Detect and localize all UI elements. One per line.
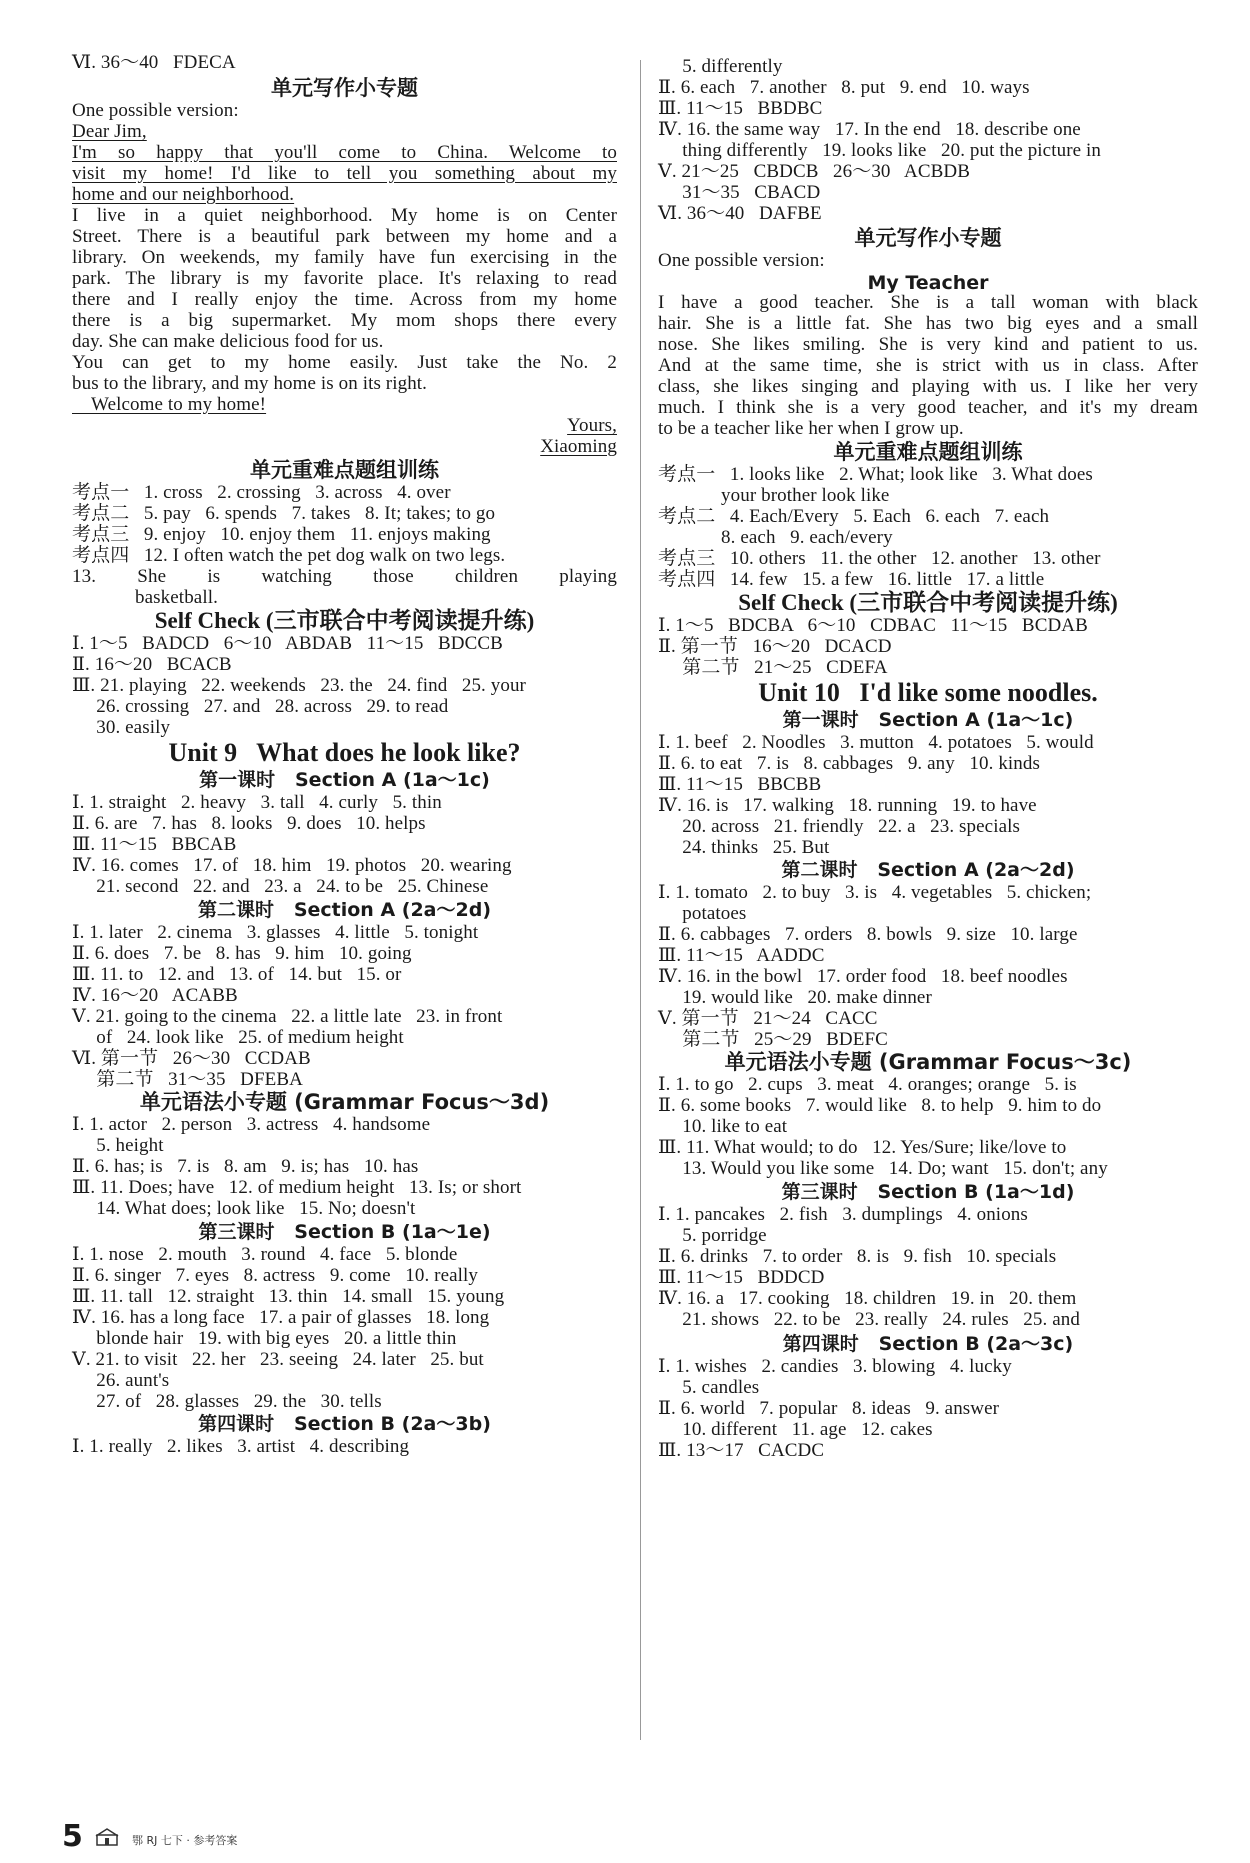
text-line: Ⅳ. 16. is 17. walking 18. running 19. to have: [658, 795, 1037, 816]
text-line: Ⅲ. 11～15 BBCAB: [72, 834, 237, 855]
text-line: Ⅲ. 13～17 CACDC: [658, 1440, 825, 1461]
section-heading: 单元重难点题组训练: [833, 440, 1023, 464]
page-number: 5: [62, 1819, 83, 1854]
text-line: Street. There is a beautiful park between my home and a: [72, 226, 617, 247]
text-line: Dear Jim,: [72, 121, 147, 142]
text-line: Ⅲ. 11. Does; have 12. of medium height 13. Is; or short: [72, 1177, 522, 1198]
text-line: 考点三 9. enjoy 10. enjoy them 11. enjoys making: [72, 524, 491, 545]
text-line: there and I really enjoy the time. Across from my home: [72, 289, 617, 310]
text-line: blonde hair 19. with big eyes 20. a little thin: [72, 1328, 457, 1349]
section-heading: 单元写作小专题: [854, 226, 1002, 250]
text-line: Ⅰ. 1. wishes 2. candies 3. blowing 4. lucky: [658, 1356, 1012, 1377]
text-line: 考点一 1. cross 2. crossing 3. across 4. over: [72, 482, 451, 503]
text-line: Ⅱ. 6. cabbages 7. orders 8. bowls 9. size 10. large: [658, 924, 1078, 945]
text-line: I'm so happy that you'll come to China. Welcome to: [72, 142, 617, 163]
text-line: 30. easily: [72, 717, 171, 738]
lesson-heading: 第一课时 Section A (1a～1c): [199, 769, 490, 791]
text-line: 19. would like 20. make dinner: [658, 987, 932, 1008]
unit-title: Unit 10 I'd like some noodles.: [758, 678, 1098, 707]
text-line: Ⅲ. 11～15 AADDC: [658, 945, 825, 966]
text-line: Ⅲ. 11. to 12. and 13. of 14. but 15. or: [72, 964, 402, 985]
text-line: Ⅵ. 第一节 26～30 CCDAB: [72, 1048, 311, 1069]
text-line: Ⅴ. 21～25 CBDCB 26～30 ACBDB: [658, 161, 970, 182]
text-line: Ⅳ. 16～20 ACABB: [72, 985, 238, 1006]
text-line: 第二节 21～25 CDEFA: [658, 657, 888, 678]
text-line: 考点一 1. looks like 2. What; look like 3. What does: [658, 464, 1093, 485]
text-line: 10. like to eat: [658, 1116, 788, 1137]
text-line: 考点三 10. others 11. the other 12. another 13. other: [658, 548, 1101, 569]
lesson-heading: 第三课时 Section B (1a～1e): [198, 1221, 491, 1243]
text-line: class, she likes singing and playing with us. I like her very: [658, 376, 1198, 397]
text-line: Ⅱ. 6. are 7. has 8. looks 9. does 10. helps: [72, 813, 426, 834]
lesson-heading: 第二课时 Section A (2a～2d): [781, 859, 1075, 881]
text-line: I live in a quiet neighborhood. My home is on Center: [72, 205, 617, 226]
text-line: Ⅰ. 1. to go 2. cups 3. meat 4. oranges; orange 5. is: [658, 1074, 1077, 1095]
text-line: Ⅰ. 1. beef 2. Noodles 3. mutton 4. potatoes 5. would: [658, 732, 1094, 753]
text-line: bus to the library, and my home is on its right.: [72, 373, 428, 394]
text-line: Ⅲ. 21. playing 22. weekends 23. the 24. find 25. your: [72, 675, 526, 696]
text-line: 8. each 9. each/every: [658, 527, 893, 548]
text-line: park. The library is my favorite place. It's relaxing to read: [72, 268, 617, 289]
text-line: One possible version:: [658, 250, 825, 271]
text-line: Ⅱ. 第一节 16～20 DCACD: [658, 636, 892, 657]
text-line: Ⅵ. 36～40 DAFBE: [658, 203, 822, 224]
text-line: Ⅰ. 1～5 BDCBA 6～10 CDBAC 11～15 BCDAB: [658, 615, 1088, 636]
text-line: 26. aunt's: [72, 1370, 170, 1391]
text-line: 20. across 21. friendly 22. a 23. specials: [658, 816, 1021, 837]
text-line: 5. differently: [658, 56, 783, 77]
text-line: 5. height: [72, 1135, 164, 1156]
text-line: And at the same time, she is strict with us in class. After: [658, 355, 1198, 376]
self-check-heading: Self Check (三市联合中考阅读提升练): [738, 590, 1118, 615]
text-line: Ⅰ. 1. pancakes 2. fish 3. dumplings 4. onions: [658, 1204, 1028, 1225]
text-line: 考点四 12. I often watch the pet dog walk on two legs.: [72, 545, 506, 566]
text-line: Ⅰ. 1. really 2. likes 3. artist 4. describing: [72, 1436, 410, 1457]
footer-text: 鄂 RJ 七下 · 参考答案: [132, 1834, 238, 1847]
text-line: Yours,: [567, 415, 617, 436]
lesson-heading: 第四课时 Section B (2a～3c): [782, 1333, 1074, 1355]
text-line: Ⅰ. 1. tomato 2. to buy 3. is 4. vegetables 5. chicken;: [658, 882, 1092, 903]
text-line: You can get to my home easily. Just take the No. 2: [72, 352, 617, 373]
column-divider: [640, 60, 641, 1740]
text-line: 考点二 5. pay 6. spends 7. takes 8. It; takes; to go: [72, 503, 496, 524]
text-line: Ⅳ. 16. a 17. cooking 18. children 19. in 20. them: [658, 1288, 1077, 1309]
text-line: 27. of 28. glasses 29. the 30. tells: [72, 1391, 382, 1412]
text-line: Ⅴ. 21. going to the cinema 22. a little late 23. in front: [72, 1006, 503, 1027]
text-line: thing differently 19. looks like 20. put the picture in: [658, 140, 1101, 161]
text-line: Ⅱ. 6. has; is 7. is 8. am 9. is; has 10. has: [72, 1156, 419, 1177]
lesson-heading: 第二课时 Section A (2a～2d): [197, 899, 492, 921]
text-line: 考点四 14. few 15. a few 16. little 17. a little: [658, 569, 1045, 590]
text-line: Ⅱ. 6. drinks 7. to order 8. is 9. fish 10. specials: [658, 1246, 1057, 1267]
text-line: Ⅱ. 6. to eat 7. is 8. cabbages 9. any 10. kinds: [658, 753, 1040, 774]
text-line: Ⅱ. 6. world 7. popular 8. ideas 9. answer: [658, 1398, 1000, 1419]
unit-title: Unit 9 What does he look like?: [168, 738, 521, 767]
text-line: 14. What does; look like 15. No; doesn't: [72, 1198, 416, 1219]
text-line: Ⅴ. 第一节 21～24 CACC: [658, 1008, 878, 1029]
text-line: nose. She likes smiling. She is very kind and patient to us.: [658, 334, 1198, 355]
text-line: day. She can make delicious food for us.: [72, 331, 384, 352]
text-line: Ⅲ. 11. tall 12. straight 13. thin 14. small 15. young: [72, 1286, 505, 1307]
text-line: Ⅰ. 1. later 2. cinema 3. glasses 4. little 5. tonight: [72, 922, 479, 943]
text-line: 21. shows 22. to be 23. really 24. rules 25. and: [658, 1309, 1080, 1330]
text-line: Ⅱ. 6. some books 7. would like 8. to help 9. him to do: [658, 1095, 1102, 1116]
text-line: Ⅰ. 1. actor 2. person 3. actress 4. handsome: [72, 1114, 431, 1135]
publisher-logo-icon: [94, 1828, 120, 1846]
text-line: Ⅵ. 36～40 FDECA: [72, 52, 236, 73]
text-line: Ⅱ. 16～20 BCACB: [72, 654, 232, 675]
text-line: Xiaoming: [540, 436, 617, 457]
text-line: 21. second 22. and 23. a 24. to be 25. Chinese: [72, 876, 489, 897]
text-line: Ⅳ. 16. the same way 17. In the end 18. describe one: [658, 119, 1081, 140]
text-line: Ⅳ. 16. has a long face 17. a pair of glasses 18. long: [72, 1307, 490, 1328]
lesson-heading: 第四课时 Section B (2a～3b): [198, 1413, 491, 1435]
text-line: Ⅲ. 11～15 BBDBC: [658, 98, 823, 119]
text-line: Ⅰ. 1. straight 2. heavy 3. tall 4. curly 5. thin: [72, 792, 442, 813]
text-line: Ⅱ. 6. does 7. be 8. has 9. him 10. going: [72, 943, 412, 964]
text-line: hair. She is a little fat. She has two big eyes and a small: [658, 313, 1198, 334]
text-line: 10. different 11. age 12. cakes: [658, 1419, 933, 1440]
lesson-heading: 第一课时 Section A (1a～1c): [782, 709, 1074, 731]
section-heading: 单元重难点题组训练: [250, 458, 439, 482]
text-line: I have a good teacher. She is a tall woman with black: [658, 292, 1198, 313]
text-line: home and our neighborhood.: [72, 184, 295, 205]
self-check-heading: Self Check (三市联合中考阅读提升练): [154, 608, 535, 633]
text-line: visit my home! I'd like to tell you something about my: [72, 163, 617, 184]
text-line: to be a teacher like her when I grow up.: [658, 418, 964, 439]
text-line: 5. porridge: [658, 1225, 767, 1246]
text-line: 26. crossing 27. and 28. across 29. to read: [72, 696, 449, 717]
section-heading: 单元写作小专题: [271, 76, 418, 100]
text-line: 考点二 4. Each/Every 5. Each 6. each 7. each: [658, 506, 1050, 527]
text-line: 31～35 CBACD: [658, 182, 821, 203]
text-line: of 24. look like 25. of medium height: [72, 1027, 404, 1048]
text-line: Ⅰ. 1～5 BADCD 6～10 ABDAB 11～15 BDCCB: [72, 633, 503, 654]
text-line: Welcome to my home!: [72, 394, 267, 415]
section-heading: 单元语法小专题 (Grammar Focus～3c): [724, 1050, 1132, 1074]
section-heading: 单元语法小专题 (Grammar Focus～3d): [139, 1090, 550, 1114]
text-line: there is a big supermarket. My mom shops there every: [72, 310, 617, 331]
text-line: One possible version:: [72, 100, 239, 121]
text-line: library. On weekends, my family have fun exercising in the: [72, 247, 617, 268]
text-line: basketball.: [72, 587, 218, 608]
text-line: Ⅲ. 11～15 BDDCD: [658, 1267, 825, 1288]
text-line: Ⅲ. 11～15 BBCBB: [658, 774, 822, 795]
text-line: 第二节 31～35 DFEBA: [72, 1069, 303, 1090]
lesson-heading: 第三课时 Section B (1a～1d): [781, 1181, 1075, 1203]
text-line: much. I think she is a very good teacher, and it's my dream: [658, 397, 1198, 418]
text-line: 24. thinks 25. But: [658, 837, 830, 858]
text-line: Ⅴ. 21. to visit 22. her 23. seeing 24. later 25. but: [72, 1349, 484, 1370]
lesson-heading: My Teacher: [867, 272, 989, 294]
text-line: Ⅱ. 6. each 7. another 8. put 9. end 10. ways: [658, 77, 1030, 98]
text-line: Ⅱ. 6. singer 7. eyes 8. actress 9. come 10. really: [72, 1265, 478, 1286]
text-line: Ⅳ. 16. comes 17. of 18. him 19. photos 20. wearing: [72, 855, 512, 876]
text-line: 第二节 25～29 BDEFC: [658, 1029, 888, 1050]
text-line: Ⅲ. 11. What would; to do 12. Yes/Sure; like/love to: [658, 1137, 1067, 1158]
text-line: 13. She is watching those children playing: [72, 566, 617, 587]
text-line: Ⅳ. 16. in the bowl 17. order food 18. beef noodles: [658, 966, 1068, 987]
text-line: 13. Would you like some 14. Do; want 15. don't; any: [658, 1158, 1108, 1179]
text-line: 5. candles: [658, 1377, 760, 1398]
text-line: Ⅰ. 1. nose 2. mouth 3. round 4. face 5. blonde: [72, 1244, 458, 1265]
text-line: your brother look like: [658, 485, 890, 506]
text-line: potatoes: [658, 903, 747, 924]
